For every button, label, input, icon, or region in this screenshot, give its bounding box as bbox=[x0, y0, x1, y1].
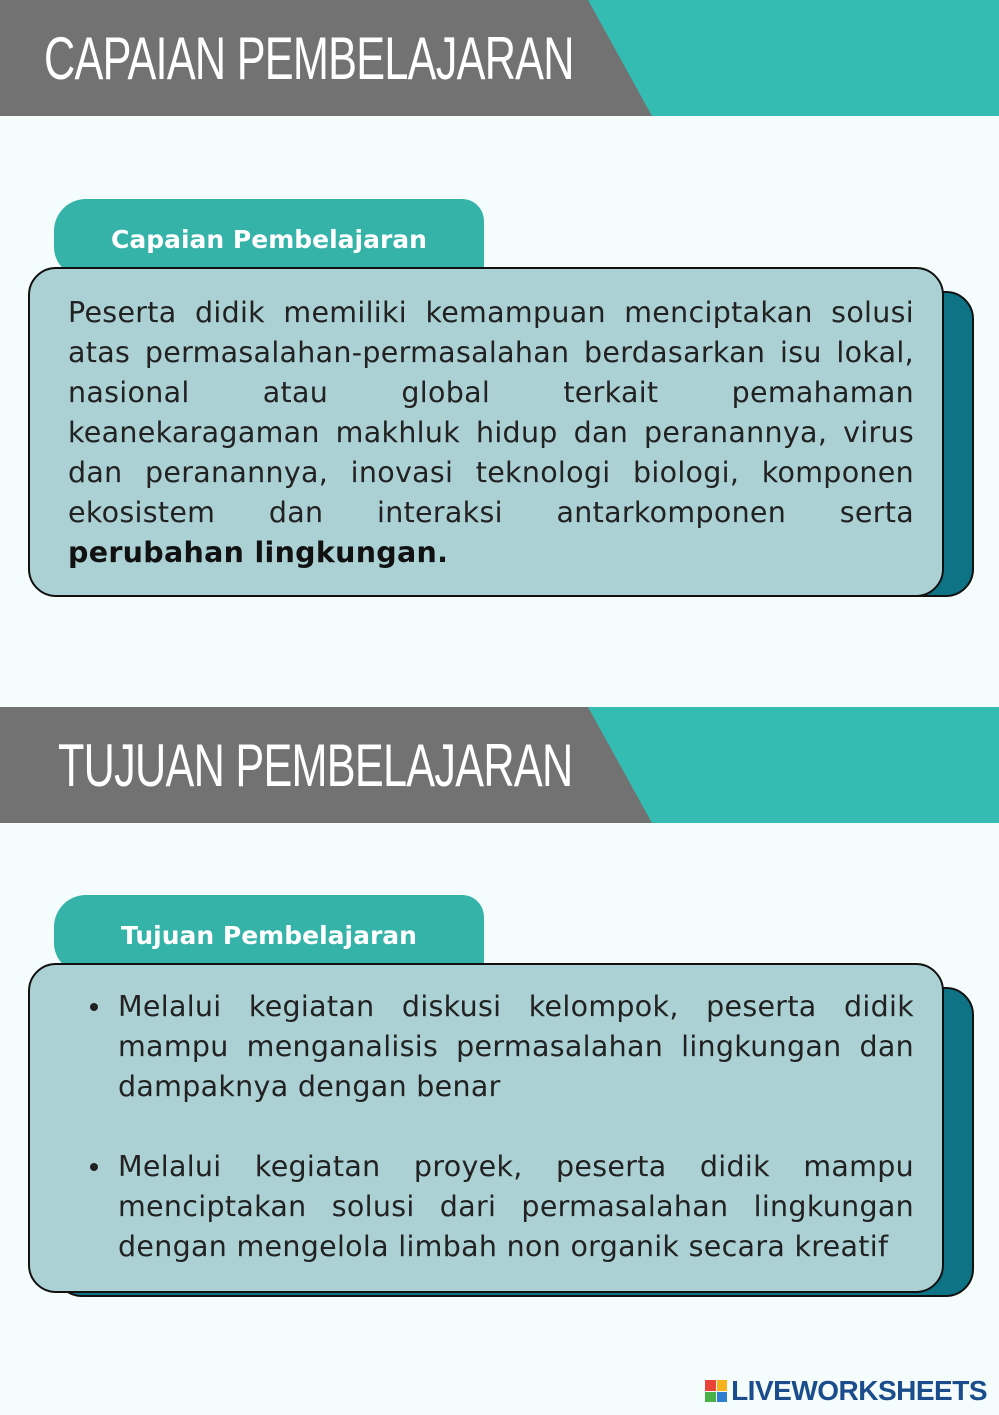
banner-tujuan bbox=[0, 707, 999, 824]
list-item bbox=[68, 987, 914, 1107]
card-tab bbox=[54, 199, 484, 277]
list-item bbox=[68, 1147, 914, 1267]
bullet-icon bbox=[90, 1163, 98, 1171]
capaian-card bbox=[28, 199, 972, 619]
list-item-text: Melalui kegiatan proyek, peserta didik mampu menciptakan solusi dari permasalahan lingkungan dengan mengelola limbah non organik secara kreatif bbox=[118, 1150, 914, 1263]
liveworksheets-logo-icon bbox=[705, 1380, 727, 1402]
logo-text: LIVEWORKSHEETS bbox=[731, 1375, 987, 1406]
tab-label: Tujuan Pembelajaran bbox=[121, 921, 417, 950]
capaian-paragraph bbox=[68, 293, 914, 573]
card-body bbox=[28, 267, 944, 597]
card-tab bbox=[54, 895, 484, 973]
banner-capaian bbox=[0, 0, 999, 117]
list-item-text: Melalui kegiatan diskusi kelompok, peserta didik mampu menganalisis permasalahan lingkungan dan dampaknya dengan benar bbox=[118, 990, 914, 1103]
card-body bbox=[28, 963, 944, 1293]
paragraph-bold-text: perubahan lingkungan. bbox=[68, 536, 449, 569]
tab-label: Capaian Pembelajaran bbox=[111, 225, 427, 254]
liveworksheets-logo[interactable] bbox=[705, 1374, 987, 1408]
tujuan-card bbox=[28, 895, 972, 1315]
paragraph-text: Peserta didik memiliki kemampuan menciptakan solusi atas permasalahan-permasalahan berdasarkan isu lokal, nasional atau global terkait pemahaman keanekaragaman makhluk hidup dan peranannya, virus dan peranannya, inovasi teknologi biologi, komponen ekosistem dan interaksi antarkomponen serta bbox=[68, 296, 914, 529]
tujuan-list bbox=[68, 987, 914, 1267]
banner-title: CAPAIAN PEMBELAJARAN bbox=[44, 25, 574, 92]
bullet-icon bbox=[90, 1003, 98, 1011]
banner-title: TUJUAN PEMBELAJARAN bbox=[58, 732, 573, 799]
